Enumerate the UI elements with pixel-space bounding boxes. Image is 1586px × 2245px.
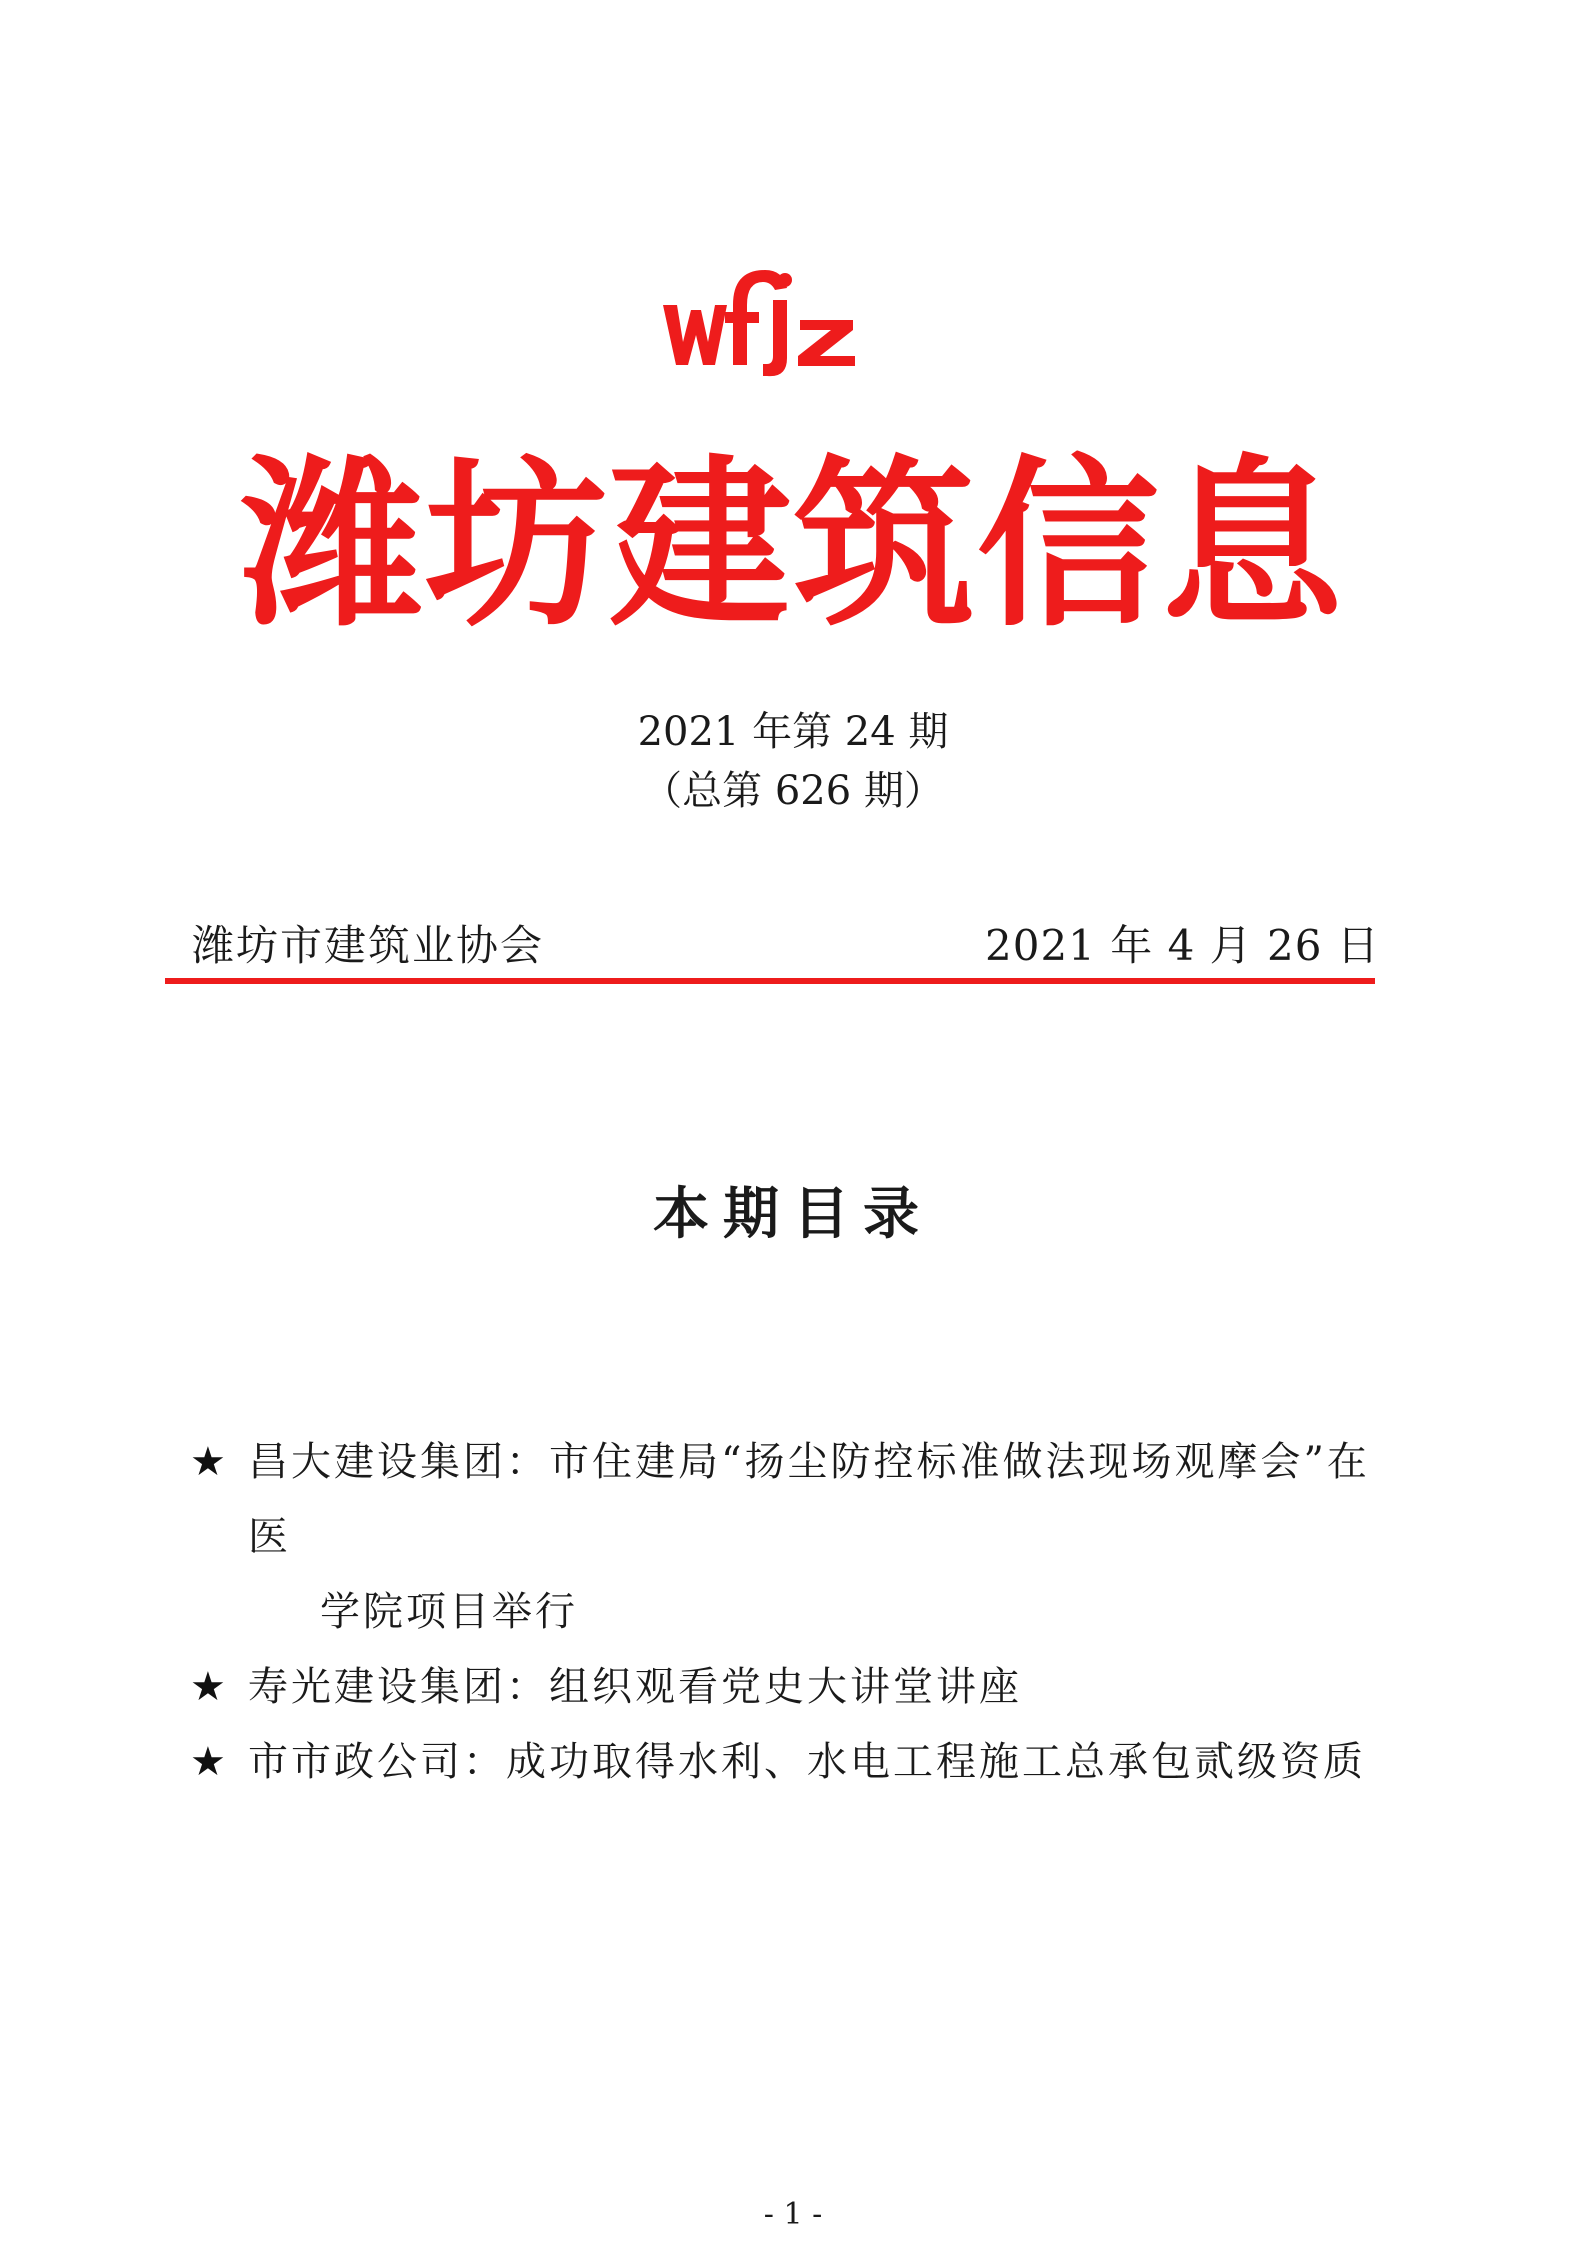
toc-item-text: 寿光建设集团：组织观看党史大讲堂讲座 (248, 1664, 1022, 1710)
page-number: - 1 - (763, 2197, 823, 2232)
publisher-name: 潍坊市建筑业协会 (192, 921, 545, 970)
issue-number: 2021 年第 24 期 (637, 709, 949, 755)
masthead-title: 潍坊建筑信息 (241, 439, 1345, 651)
cumulative-issue-number: （总第 626 期） (642, 768, 944, 814)
star-icon: ★ (190, 1664, 229, 1710)
toc-item (190, 1425, 1410, 1650)
association-logo (655, 250, 865, 380)
star-icon: ★ (190, 1439, 229, 1485)
toc-item-text: 市市政公司：成功取得水利、水电工程施工总承包贰级资质 (248, 1739, 1366, 1785)
wfjz-logo-icon (655, 250, 865, 380)
star-icon: ★ (190, 1739, 229, 1785)
toc-item (190, 1725, 1410, 1800)
toc-title: 本期目录 (653, 1182, 933, 1247)
toc-item (190, 1650, 1410, 1725)
red-divider (165, 978, 1375, 984)
toc-item-text-continued: 学院项目举行 (320, 1589, 578, 1635)
publication-date: 2021 年 4 月 26 日 (985, 921, 1380, 970)
toc-item-text: 昌大建设集团：市住建局“扬尘防控标准做法现场观摩会”在医 (248, 1439, 1370, 1560)
toc-list (190, 1425, 1410, 1800)
